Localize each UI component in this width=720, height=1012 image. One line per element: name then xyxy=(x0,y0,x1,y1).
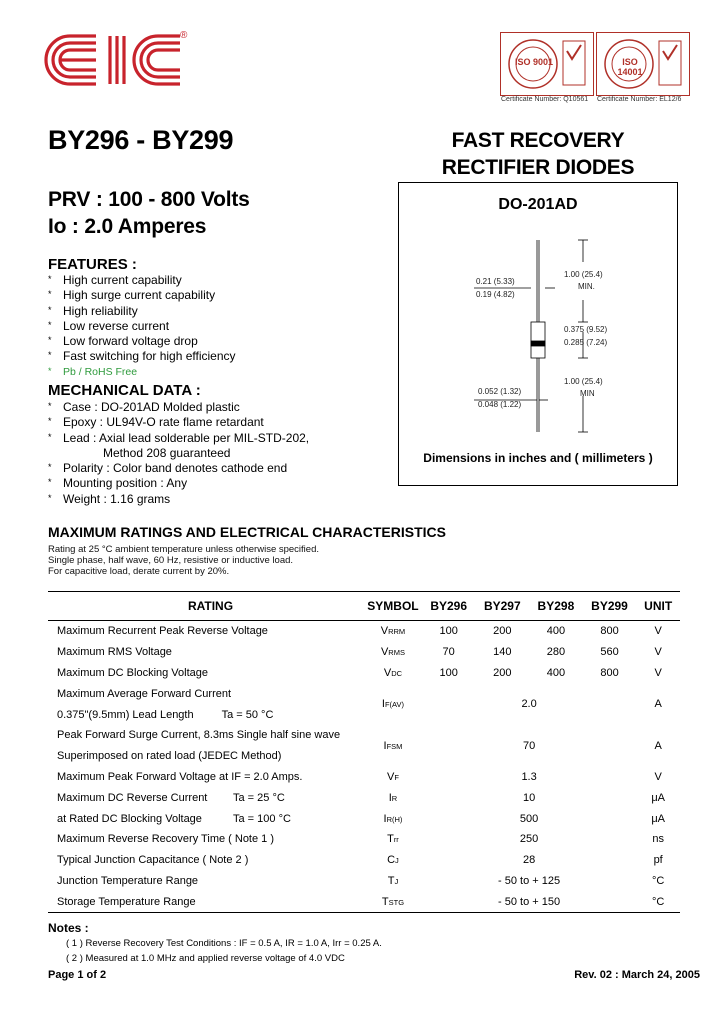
feature-item: * Fast switching for high efficiency xyxy=(48,349,236,364)
dim-body-dia-max: 0.21 (5.33) xyxy=(476,277,515,286)
revision-date: Rev. 02 : March 24, 2005 xyxy=(574,969,700,981)
table-header-row xyxy=(48,592,680,621)
table-row: Maximum Recurrent Peak Reverse Voltage VRRM 100 200 400 800 V xyxy=(57,625,662,638)
ratings-heading: MAXIMUM RATINGS AND ELECTRICAL CHARACTERISTICS xyxy=(48,524,446,540)
prv-spec: PRV : 100 - 800 Volts xyxy=(48,188,250,211)
iso9001-cert-badge xyxy=(500,32,594,96)
table-row: Storage Temperature Range TSTG - 50 to + 150 °C xyxy=(48,891,680,912)
device-type-line2: RECTIFIER DIODES xyxy=(441,156,635,179)
dim-lead-len-bot: 1.00 (25.4) xyxy=(564,377,603,386)
mechanical-item: * Lead : Axial lead solderable per MIL-STD-202, xyxy=(48,430,310,445)
col-header-by298: BY298 xyxy=(529,592,583,621)
cert1-number: Certificate Number: Q10561 xyxy=(501,96,589,103)
col-header-rating: RATING xyxy=(48,592,364,621)
col-header-symbol: SYMBOL xyxy=(364,592,422,621)
eic-logo xyxy=(40,30,210,94)
feature-item: * High current capability xyxy=(48,273,182,287)
feature-item: * High surge current capability xyxy=(48,288,216,303)
io-spec: Io : 2.0 Amperes xyxy=(48,215,207,238)
table-row: Maximum Reverse Recovery Time ( Note 1 ) Trr 250 ns xyxy=(57,833,664,846)
table-row: Maximum DC Reverse Current Ta = 25 °C IR 10 μA xyxy=(57,791,665,804)
do201ad-drawing xyxy=(398,182,678,486)
note-item: ( 1 ) Reverse Recovery Test Conditions : IF = 0.5 A, IR = 1.0 A, Irr = 0.25 A. xyxy=(66,938,382,949)
condition-line: For capacitive load, derate current by 20%. xyxy=(48,566,230,577)
table-row: at Rated DC Blocking Voltage Ta = 100 °C IR(H) 500 μA xyxy=(57,812,665,825)
iso14001-label: ISO 14001 xyxy=(617,57,643,77)
feature-item: * High reliability xyxy=(48,303,138,318)
mechanical-item: * Polarity : Color band denotes cathode end xyxy=(48,461,288,476)
device-type-line1: FAST RECOVERY xyxy=(451,129,625,152)
ratings-table xyxy=(48,591,680,913)
feature-item: * Low reverse current xyxy=(48,318,170,333)
col-header-by296: BY296 xyxy=(422,592,476,621)
feature-item: * Low forward voltage drop xyxy=(48,334,198,349)
table-row: Maximum DC Blocking Voltage VDC 100 200 400 800 V xyxy=(57,666,662,679)
registered-mark: ® xyxy=(180,30,188,41)
table-row: Maximum Average Forward Current IF(AV) 2.0 A xyxy=(57,687,662,711)
features-heading: FEATURES : xyxy=(48,256,137,273)
table-row: 0.375"(9.5mm) Lead Length Ta = 50 °C xyxy=(57,708,274,721)
dim-body-len-min: 0.285 (7.24) xyxy=(564,338,608,347)
table-row: Superimposed on rated load (JEDEC Method) xyxy=(57,750,282,763)
condition-line: Single phase, half wave, 60 Hz, resistive or inductive load. xyxy=(48,555,294,566)
table-row: Peak Forward Surge Current, 8.3ms Single half sine wave IFSM 70 A xyxy=(57,729,662,752)
page-number: Page 1 of 2 xyxy=(48,969,107,981)
col-header-unit: UNIT xyxy=(636,592,680,621)
mechanical-item: * Case : DO-201AD Molded plastic xyxy=(48,400,240,414)
dim-body-len-max: 0.375 (9.52) xyxy=(564,325,608,334)
mechanical-item: Method 208 guaranteed xyxy=(63,445,231,460)
iso9001-label: ISO 9001 xyxy=(514,57,554,67)
note-item: ( 2 ) Measured at 1.0 MHz and applied reverse voltage of 4.0 VDC xyxy=(66,953,345,964)
mechanical-list xyxy=(48,400,309,507)
dim-lead-len-top-min: MIN. xyxy=(578,282,595,291)
device-type-title xyxy=(398,127,678,181)
part-range-title: BY296 - BY299 xyxy=(48,125,234,155)
dim-lead-dia-min: 0.048 (1.22) xyxy=(478,400,522,409)
table-row: Maximum Peak Forward Voltage at IF = 2.0 Amps. VF 1.3 V xyxy=(57,770,662,783)
dim-lead-len-bot-min: MIN xyxy=(580,389,595,398)
notes-heading: Notes : xyxy=(48,921,89,935)
col-header-by299: BY299 xyxy=(583,592,637,621)
dim-body-dia-min: 0.19 (4.82) xyxy=(476,290,515,299)
mechanical-heading: MECHANICAL DATA : xyxy=(48,382,201,399)
dim-lead-dia-max: 0.052 (1.32) xyxy=(478,387,522,396)
feature-item-rohs: * Pb / RoHS Free xyxy=(48,365,138,378)
table-row: Typical Junction Capacitance ( Note 2 ) CJ 28 pf xyxy=(57,854,663,867)
condition-line: Rating at 25 °C ambient temperature unless otherwise specified. xyxy=(48,544,319,555)
dimensions-note: Dimensions in inches and ( millimeters ) xyxy=(423,451,653,465)
dim-lead-len-top: 1.00 (25.4) xyxy=(564,270,603,279)
features-list xyxy=(48,273,236,380)
mechanical-item: * Epoxy : UL94V-O rate flame retardant xyxy=(48,415,264,430)
table-row: Maximum RMS Voltage VRMS 70 140 280 560 V xyxy=(57,646,662,659)
table-row: Junction Temperature Range TJ - 50 to + 125 °C xyxy=(57,874,665,887)
package-name: DO-201AD xyxy=(498,196,578,213)
cert2-number: Certificate Number: EL12/6 xyxy=(597,96,682,103)
mechanical-item: * Weight : 1.16 grams xyxy=(48,491,171,506)
col-header-by297: BY297 xyxy=(475,592,529,621)
iso14001-cert-badge xyxy=(596,32,690,96)
mechanical-item: * Mounting position : Any xyxy=(48,476,188,491)
